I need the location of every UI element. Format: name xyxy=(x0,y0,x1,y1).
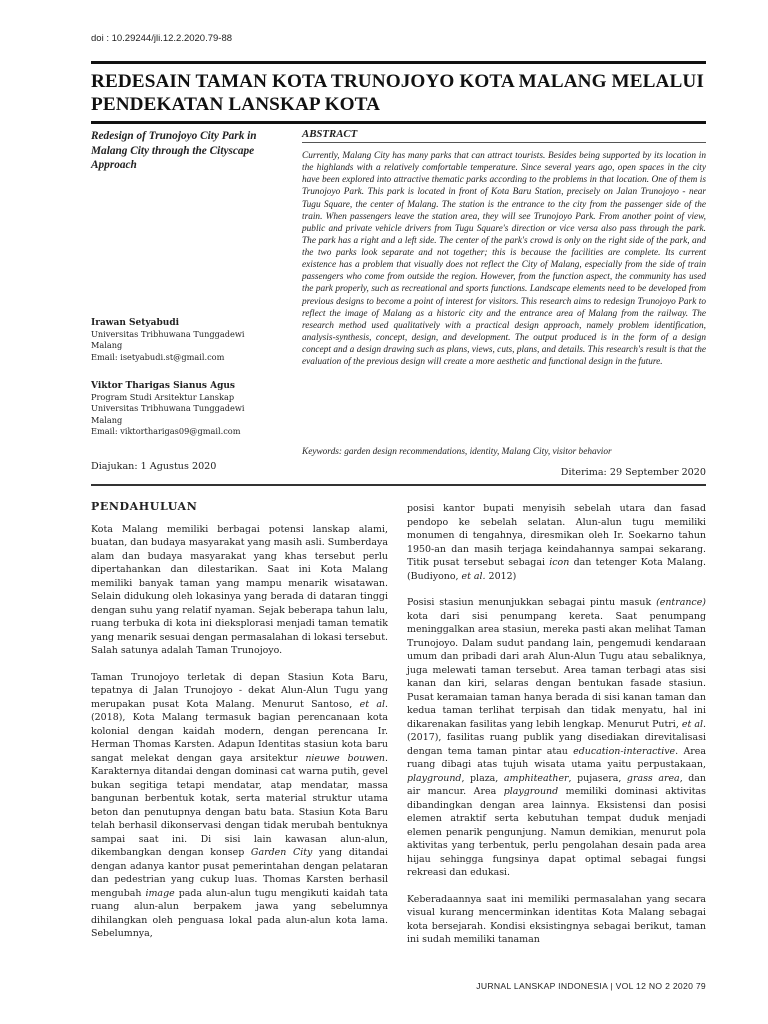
author-name: Irawan Setyabudi xyxy=(91,318,180,328)
top-rule xyxy=(91,61,706,64)
paragraph: Kota Malang memiliki berbagai potensi lanskap alami, buatan, dan budaya masyarakat yang masih asli. Sumberdaya alam dan budaya masyarakat yang khas tersebut perlu dipertahankan dan dilestarikan. Saat ini Kota Malang memiliki banyak taman yang mampu menarik wisatawan. Selain didukung oleh lokasinya yang berada di dataran tinggi dengan suhu yang relatif nyaman. Sejak beberapa tahun lalu, ruang terbuka di kota ini dieksplorasi menjadi taman tematik yang menarik sesuai dengan permasalahan di lokasi tersebut. Salah satunya adalah Taman Trunojoyo. xyxy=(91,523,388,656)
journal-footer: JURNAL LANSKAP INDONESIA | VOL 12 NO 2 2020 79 xyxy=(476,981,706,991)
english-subtitle: Redesign of Trunojoyo City Park in Malang City through the Cityscape Approach xyxy=(91,130,257,172)
author-block-1 xyxy=(91,317,296,363)
section-heading: PENDAHULUAN xyxy=(91,500,198,513)
paragraph: Keberadaannya saat ini memiliki permasalahan yang secara visual kurang mencerminkan identitas Kota Malang sebagai kota bersejarah. Kondisi eksistingnya sebagai berikut, taman ini sudah memiliki tanaman xyxy=(407,893,706,945)
abstract-heading: ABSTRACT xyxy=(302,128,358,140)
author-block-2 xyxy=(91,380,296,438)
author-affiliation: Universitas Tribhuwana Tunggadewi xyxy=(91,329,245,339)
author-program: Program Studi Arsitektur Lanskap xyxy=(91,392,235,402)
paragraph: Posisi stasiun menunjukkan sebagai pintu masuk (entrance) kota dari sisi penumpang kereta. Saat penumpang meninggalkan area stasiun, mereka pasti akan melihat Taman Trunojoyo. Dalam sudut pandang lain, pengemudi kendaraan umum dan pribadi dari arah Alun-Alun Tugu atau sebaliknya, juga melewati taman tersebut. Area taman terbagi atas sisi kanan dan kiri, selaras dengan bentukan fasade stasiun. Pusat keramaian taman hanya berada di sisi kanan taman dan kedua taman terlihat terpisah dan tidak menyatu, hal ini dikarenakan fasilitas yang lebih lengkap. Menurut Putri, et al. (2017), fasilitas ruang publik yang disediakan direvitalisasi dengan tema taman pintar atau education-interactive. Area ruang dibagi atas tujuh wisata utama yaitu perpustakaan, playground, plaza, amphiteather, pujasera, grass area, dan air mancur. Area playground memiliki dominasi aktivitas dibandingkan dengan area lainnya. Eksistensi dan posisi elemen atraktif serta kebutuhan tempat duduk menjadi elemen penarik pengunjung. Namun demikian, menurut pola aktivitas yang terbentuk, perlu pengolahan desain pada area hijau sehingga fungsinya dapat optimal sebagai fungsi rekreasi dan edukasi. xyxy=(407,597,707,878)
author-email[interactable]: Email: viktortharigas09@gmail.com xyxy=(91,426,241,437)
paper-title: REDESAIN TAMAN KOTA TRUNOJOYO KOTA MALANG MELALUI PENDEKATAN LANSKAP KOTA xyxy=(91,71,704,115)
right-column xyxy=(407,502,706,947)
section-rule xyxy=(91,484,706,486)
paragraph: Taman Trunojoyo terletak di depan Stasiun Kota Baru, tepatnya di Jalan Trunojoyo - dekat Alun-Alun Tugu yang merupakan pusat Kota Malang. Menurut Santoso, et al. (2018), Kota Malang termasuk bagian perencanaan kota kolonial dengan kaidah modern, dengan perencana Ir. Herman Thomas Karsten. Adapun Identitas stasiun kota baru sangat melekat dengan gaya arsitektur nieuwe bouwen. Karakternya ditandai dengan dominasi cat warna putih, gevel bukan segitiga tetapi mendatar, atap mendatar, massa bangunan berbentuk kotak, serta material struktur utama beton dan penutupnya dengan batu bata. Stasiun Kota Baru telah berhasil dikonservasi dengan tidak merubah bentuknya sampai saat ini. Di sisi lain kawasan alun-alun, dikembangkan dengan konsep Garden City yang ditandai dengan adanya kantor pusat pemerintahan dengan pelataran dan pedestrian yang cukup luas. Thomas Karsten berhasil mengubah image pada alun-alun tugu mengikuti kaidah tata ruang alun-alun berpakem jawa yang sebelumnya dihilangkan oleh penguasa lokal pada alun-alun kota lama. Sebelumnya, xyxy=(91,671,388,939)
submitted-date: Diajukan: 1 Agustus 2020 xyxy=(91,461,217,472)
title-rule xyxy=(91,121,706,124)
accepted-date: Diterima: 29 September 2020 xyxy=(560,467,706,478)
paragraph: posisi kantor bupati menyisih sebelah utara dan fasad pendopo ke sebelah selatan. Alun-alun tugu memiliki monumen di tengahnya, diresmikan oleh Ir. Soekarno tahun 1950-an dan masih terjaga keindahannya sampai sekarang. Titik pusat tersebut sebagai icon dan tetenger Kota Malang. (Budiyono, et al. 2012) xyxy=(407,503,706,582)
left-column xyxy=(91,500,388,941)
doi-text: doi : 10.29244/jli.12.2.2020.79-88 xyxy=(91,33,233,44)
author-name: Viktor Tharigas Sianus Agus xyxy=(91,381,235,391)
author-city: Malang xyxy=(91,340,123,351)
abstract-body: Currently, Malang City has many parks that can attract tourists. Besides being supported by its location in the highlands with a relatively comfortable temperature. Since several years ago, open spaces in the city have been explored into attractive thematic parks according to the problems in that location. One of them is Trunojoyo Park. This park is located in front of Kota Baru Station, precisely on Jalan Trunojoyo - near Tugu Square, the center of Malang. The station is the entrance to the city from the passenger side of the train. When passengers leave the station area, they will see Trunojoyo Park. From another point of view, public and private vehicle drivers from Tugu Square's direction or vice versa also pass through the park. The park has a right and a left side. The center of the park's crowd is only on the right side of the park, and the two parks look separate and not together; this is because the facilities are complete. Its current existence has a problem that visually does not reflect the City of Malang, especially from the side of train passengers who come from outside the region. However, from the function aspect, the community has used the park properly, such as recreational and sports functions. Landscape elements need to be developed from previous designs to become a point of interest for visitors. This research aims to redesign Trunojoyo Park to reflect the image of Malang as a historic city and the entrance area of Malang from the railway. The research method used qualitatively with a practical design approach, namely problem identification, analysis-synthesis, concept, design, and development. The output produced is in the form of a design concept and a design drawing such as plans, views, cuts, plans, and details. This research's result is that the evaluation of the previous design will create a more aesthetic and functional design in the future. xyxy=(302,151,706,368)
abstract-rule xyxy=(302,142,706,143)
author-email[interactable]: Email: isetyabudi.st@gmail.com xyxy=(91,351,225,362)
keywords: Keywords: garden design recommendations, identity, Malang City, visitor behavior xyxy=(302,447,612,457)
author-affiliation: Universitas Tribhuwana Tunggadewi xyxy=(91,403,245,414)
author-city: Malang xyxy=(91,414,123,425)
